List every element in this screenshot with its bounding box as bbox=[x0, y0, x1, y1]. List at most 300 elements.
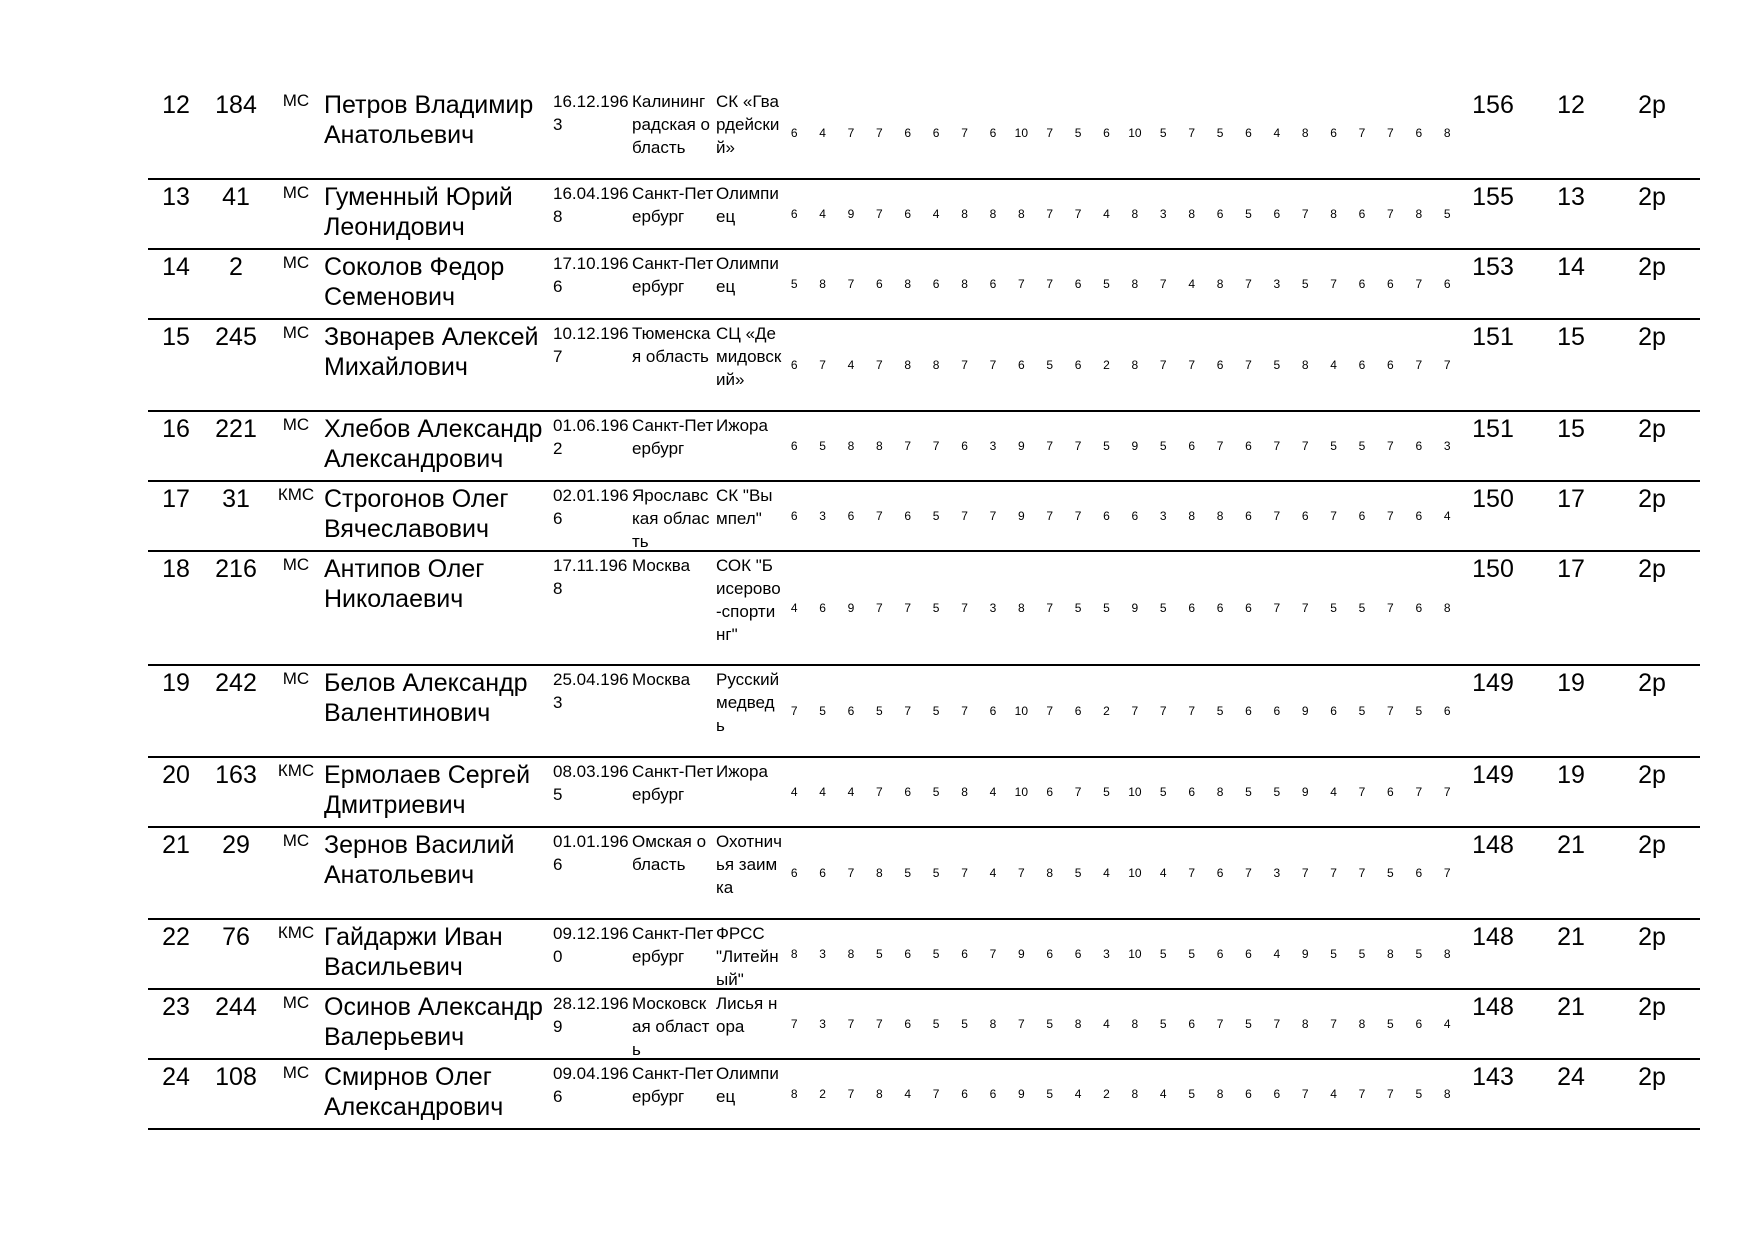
sport-rank-cell: МС bbox=[282, 183, 310, 202]
series-score: 6 bbox=[961, 947, 968, 961]
athlete-name-cell: Хлебов Александр Александрович bbox=[324, 415, 543, 473]
series-score: 5 bbox=[1273, 785, 1281, 799]
series-score: 7 bbox=[847, 126, 855, 140]
region-cell: Московская область bbox=[632, 994, 710, 1059]
bib-number-cell: 244 bbox=[215, 993, 257, 1021]
series-score: 8 bbox=[1131, 1017, 1139, 1031]
final-place-cell: 19 bbox=[1557, 669, 1585, 697]
series-score: 6 bbox=[1074, 704, 1082, 718]
table-row bbox=[148, 758, 1700, 828]
athlete-name-cell: Гуменный Юрий Леонидович bbox=[324, 183, 513, 241]
birth-date-cell: 28.12.1969 bbox=[553, 994, 629, 1036]
series-score: 6 bbox=[1273, 1087, 1281, 1101]
series-score: 5 bbox=[1245, 207, 1252, 221]
series-score: 10 bbox=[1014, 126, 1028, 140]
bib-number-cell: 163 bbox=[215, 761, 257, 789]
series-score: 3 bbox=[1273, 277, 1281, 291]
series-score: 7 bbox=[1188, 358, 1195, 372]
series-score: 7 bbox=[1159, 358, 1167, 372]
series-score: 7 bbox=[961, 358, 968, 372]
series-score: 8 bbox=[1301, 1017, 1309, 1031]
series-score: 7 bbox=[847, 866, 855, 880]
table-row bbox=[148, 920, 1700, 990]
series-score: 7 bbox=[1387, 126, 1394, 140]
series-score: 4 bbox=[819, 126, 826, 140]
series-score: 5 bbox=[1245, 785, 1252, 799]
series-score: 5 bbox=[1330, 439, 1337, 453]
series-score: 8 bbox=[904, 358, 912, 372]
club-cell: СОК "Бисерово-спортинг" bbox=[716, 556, 781, 644]
table-row bbox=[148, 320, 1700, 412]
total-score-cell: 148 bbox=[1472, 831, 1514, 859]
series-score: 5 bbox=[1443, 207, 1451, 221]
series-score: 7 bbox=[1443, 866, 1451, 880]
club-cell: Олимпиец bbox=[716, 254, 779, 296]
sport-rank-cell: МС bbox=[282, 91, 310, 110]
series-score: 4 bbox=[790, 601, 798, 615]
sport-rank-cell: МС bbox=[282, 831, 310, 850]
series-score: 5 bbox=[1159, 126, 1167, 140]
series-score: 6 bbox=[904, 509, 912, 523]
series-score: 8 bbox=[1216, 1087, 1224, 1101]
series-score: 5 bbox=[1245, 1017, 1252, 1031]
series-score: 6 bbox=[1188, 785, 1195, 799]
athlete-name-cell: Ермолаев Сергей Дмитриевич bbox=[324, 761, 531, 819]
series-score: 6 bbox=[1245, 1087, 1252, 1101]
series-score: 8 bbox=[1074, 1017, 1082, 1031]
series-score: 8 bbox=[961, 277, 968, 291]
series-score: 8 bbox=[1301, 358, 1309, 372]
athlete-name-cell: Строгонов Олег Вячеславович bbox=[324, 485, 509, 543]
athlete-name-cell: Зернов Василий Анатольевич bbox=[324, 831, 515, 889]
series-score: 6 bbox=[790, 439, 798, 453]
series-score: 7 bbox=[1387, 704, 1394, 718]
series-score: 6 bbox=[847, 509, 855, 523]
series-score: 7 bbox=[876, 509, 883, 523]
series-score: 4 bbox=[1330, 785, 1337, 799]
series-score: 8 bbox=[1443, 947, 1451, 961]
series-score: 8 bbox=[1131, 358, 1139, 372]
series-score: 6 bbox=[1443, 704, 1451, 718]
series-score: 3 bbox=[1443, 439, 1451, 453]
series-score: 7 bbox=[1443, 785, 1451, 799]
table-row bbox=[148, 250, 1700, 320]
series-score: 7 bbox=[1046, 509, 1054, 523]
place-number-cell: 16 bbox=[162, 415, 190, 443]
series-score: 8 bbox=[961, 207, 968, 221]
series-score: 8 bbox=[1415, 207, 1423, 221]
series-score: 7 bbox=[932, 1087, 940, 1101]
series-score: 9 bbox=[1301, 704, 1309, 718]
sport-rank-cell: МС bbox=[282, 253, 310, 272]
final-place-cell: 15 bbox=[1557, 323, 1585, 351]
series-score: 6 bbox=[1387, 358, 1394, 372]
series-score: 7 bbox=[876, 601, 883, 615]
series-score: 7 bbox=[1273, 509, 1281, 523]
series-score: 9 bbox=[1017, 947, 1025, 961]
place-number-cell: 19 bbox=[162, 669, 190, 697]
series-score: 6 bbox=[790, 866, 798, 880]
series-score: 3 bbox=[1103, 947, 1110, 961]
series-score: 6 bbox=[790, 358, 798, 372]
sport-rank-cell: МС bbox=[282, 555, 310, 574]
series-score: 7 bbox=[1273, 601, 1281, 615]
series-score: 6 bbox=[1358, 277, 1366, 291]
series-score: 4 bbox=[1443, 509, 1451, 523]
final-place-cell: 14 bbox=[1557, 253, 1585, 281]
birth-date-cell: 16.04.1968 bbox=[553, 184, 629, 226]
series-score: 6 bbox=[847, 704, 855, 718]
bib-number-cell: 108 bbox=[215, 1063, 257, 1091]
region-cell: Санкт-Петербург bbox=[632, 416, 714, 458]
series-score: 8 bbox=[847, 947, 855, 961]
series-score: 7 bbox=[961, 866, 968, 880]
place-number-cell: 24 bbox=[162, 1063, 190, 1091]
series-score: 8 bbox=[1301, 126, 1309, 140]
series-score: 8 bbox=[1358, 1017, 1366, 1031]
athlete-name-cell: Звонарев Алексей Михайлович bbox=[324, 323, 539, 381]
total-score-cell: 151 bbox=[1472, 415, 1514, 443]
series-score: 5 bbox=[1103, 439, 1110, 453]
series-score: 8 bbox=[1216, 509, 1224, 523]
series-score: 7 bbox=[1074, 207, 1082, 221]
series-score: 4 bbox=[1103, 207, 1110, 221]
series-score: 5 bbox=[819, 704, 826, 718]
club-cell: СК "Вымпел" bbox=[716, 486, 773, 528]
series-score: 5 bbox=[1358, 601, 1366, 615]
series-score: 7 bbox=[1358, 1087, 1366, 1101]
sport-rank-cell: КМС bbox=[277, 923, 315, 942]
series-score: 7 bbox=[790, 704, 798, 718]
total-score-cell: 150 bbox=[1472, 485, 1514, 513]
series-score: 4 bbox=[1330, 1087, 1337, 1101]
series-score: 6 bbox=[1188, 1017, 1195, 1031]
series-score: 7 bbox=[1216, 439, 1224, 453]
series-score: 7 bbox=[790, 1017, 798, 1031]
final-place-cell: 17 bbox=[1557, 555, 1585, 583]
series-score: 5 bbox=[1358, 947, 1366, 961]
series-score: 7 bbox=[1330, 866, 1337, 880]
series-score: 8 bbox=[1188, 207, 1195, 221]
series-score: 8 bbox=[1017, 207, 1025, 221]
final-place-cell: 13 bbox=[1557, 183, 1585, 211]
series-score: 3 bbox=[819, 509, 826, 523]
series-score: 3 bbox=[1273, 866, 1281, 880]
total-score-cell: 150 bbox=[1472, 555, 1514, 583]
series-score: 6 bbox=[1074, 277, 1082, 291]
series-score: 5 bbox=[932, 601, 940, 615]
series-score: 8 bbox=[1188, 509, 1195, 523]
series-score: 4 bbox=[904, 1087, 912, 1101]
series-score: 5 bbox=[1358, 439, 1366, 453]
bib-number-cell: 76 bbox=[222, 923, 250, 951]
club-cell: ФРСС "Литейный" bbox=[716, 924, 779, 989]
series-score: 7 bbox=[847, 1017, 855, 1031]
series-score: 7 bbox=[1387, 509, 1394, 523]
final-place-cell: 21 bbox=[1557, 831, 1585, 859]
series-score: 7 bbox=[1159, 704, 1167, 718]
series-score: 7 bbox=[1358, 126, 1366, 140]
series-score: 6 bbox=[1415, 509, 1423, 523]
series-score: 5 bbox=[1074, 601, 1082, 615]
series-score: 5 bbox=[1046, 1087, 1054, 1101]
series-score: 5 bbox=[1103, 277, 1110, 291]
series-score: 10 bbox=[1128, 126, 1142, 140]
series-score: 4 bbox=[847, 358, 855, 372]
category-cell: 2р bbox=[1638, 91, 1666, 119]
series-score: 9 bbox=[847, 601, 855, 615]
series-score: 7 bbox=[1387, 601, 1394, 615]
total-score-cell: 153 bbox=[1472, 253, 1514, 281]
series-score: 6 bbox=[1188, 439, 1195, 453]
series-score: 6 bbox=[1273, 704, 1281, 718]
series-score: 6 bbox=[1245, 126, 1252, 140]
table-row bbox=[148, 412, 1700, 482]
series-score: 8 bbox=[876, 866, 883, 880]
series-score: 7 bbox=[989, 509, 997, 523]
series-score: 7 bbox=[1301, 439, 1309, 453]
category-cell: 2р bbox=[1638, 993, 1666, 1021]
series-score: 8 bbox=[1443, 1087, 1451, 1101]
place-number-cell: 12 bbox=[162, 91, 190, 119]
series-score: 7 bbox=[876, 126, 883, 140]
series-score: 7 bbox=[876, 785, 883, 799]
series-score: 8 bbox=[790, 947, 798, 961]
series-score: 8 bbox=[819, 277, 826, 291]
final-place-cell: 17 bbox=[1557, 485, 1585, 513]
sport-rank-cell: МС bbox=[282, 993, 310, 1012]
series-score: 5 bbox=[1159, 785, 1167, 799]
final-place-cell: 21 bbox=[1557, 993, 1585, 1021]
birth-date-cell: 25.04.1963 bbox=[553, 670, 629, 712]
series-score: 3 bbox=[819, 947, 826, 961]
region-cell: Ярославская область bbox=[632, 486, 710, 551]
table-row bbox=[148, 482, 1700, 552]
series-score: 7 bbox=[1358, 785, 1366, 799]
final-place-cell: 21 bbox=[1557, 923, 1585, 951]
series-score: 5 bbox=[1159, 1017, 1167, 1031]
series-score: 7 bbox=[1415, 358, 1423, 372]
series-score: 6 bbox=[1443, 277, 1451, 291]
series-score: 7 bbox=[1046, 277, 1054, 291]
series-score: 8 bbox=[876, 439, 883, 453]
series-score: 3 bbox=[989, 439, 997, 453]
birth-date-cell: 09.12.1960 bbox=[553, 924, 629, 966]
series-score: 4 bbox=[932, 207, 940, 221]
series-score: 6 bbox=[904, 1017, 912, 1031]
series-score: 5 bbox=[1330, 601, 1337, 615]
bib-number-cell: 29 bbox=[222, 831, 250, 859]
series-score: 4 bbox=[1074, 1087, 1082, 1101]
series-score: 6 bbox=[1415, 1017, 1423, 1031]
birth-date-cell: 09.04.1966 bbox=[553, 1064, 629, 1106]
category-cell: 2р bbox=[1638, 555, 1666, 583]
series-score: 7 bbox=[1074, 509, 1082, 523]
table-row bbox=[148, 1060, 1700, 1130]
sport-rank-cell: КМС bbox=[277, 761, 315, 780]
series-score: 7 bbox=[1188, 126, 1195, 140]
series-score: 5 bbox=[1330, 947, 1337, 961]
birth-date-cell: 08.03.1965 bbox=[553, 762, 629, 804]
series-score: 5 bbox=[1387, 1017, 1394, 1031]
series-score: 7 bbox=[961, 704, 968, 718]
series-score: 6 bbox=[1046, 947, 1054, 961]
series-score: 7 bbox=[904, 704, 912, 718]
series-score: 9 bbox=[1017, 509, 1025, 523]
series-score: 7 bbox=[876, 207, 883, 221]
series-score: 6 bbox=[1074, 947, 1082, 961]
series-score: 5 bbox=[876, 704, 883, 718]
series-score: 8 bbox=[1330, 207, 1337, 221]
series-score: 7 bbox=[1046, 439, 1054, 453]
total-score-cell: 148 bbox=[1472, 993, 1514, 1021]
series-score: 7 bbox=[989, 358, 997, 372]
series-score: 5 bbox=[932, 866, 940, 880]
series-score: 7 bbox=[1245, 866, 1252, 880]
series-score: 5 bbox=[1415, 1087, 1423, 1101]
series-score: 6 bbox=[790, 207, 798, 221]
place-number-cell: 21 bbox=[162, 831, 190, 859]
series-score: 4 bbox=[1159, 866, 1167, 880]
series-score: 5 bbox=[1046, 358, 1054, 372]
final-place-cell: 24 bbox=[1557, 1063, 1585, 1091]
place-number-cell: 15 bbox=[162, 323, 190, 351]
category-cell: 2р bbox=[1638, 923, 1666, 951]
club-cell: СК «Гвардейский» bbox=[716, 92, 780, 157]
series-score: 8 bbox=[1443, 126, 1451, 140]
total-score-cell: 149 bbox=[1472, 761, 1514, 789]
series-score: 10 bbox=[1128, 785, 1142, 799]
series-score: 4 bbox=[1443, 1017, 1451, 1031]
series-score: 6 bbox=[1245, 704, 1252, 718]
series-score: 7 bbox=[961, 509, 968, 523]
total-score-cell: 156 bbox=[1472, 91, 1514, 119]
series-score: 6 bbox=[1330, 126, 1337, 140]
birth-date-cell: 02.01.1966 bbox=[553, 486, 629, 528]
bib-number-cell: 216 bbox=[215, 555, 257, 583]
region-cell: Санкт-Петербург bbox=[632, 1064, 714, 1106]
series-score: 6 bbox=[1046, 785, 1054, 799]
series-score: 7 bbox=[819, 358, 826, 372]
athlete-name-cell: Петров Владимир Анатольевич bbox=[324, 91, 534, 149]
birth-date-cell: 16.12.1963 bbox=[553, 92, 629, 134]
region-cell: Калининградская область bbox=[632, 92, 710, 157]
series-score: 9 bbox=[1301, 785, 1309, 799]
series-score: 5 bbox=[1358, 704, 1366, 718]
series-score: 5 bbox=[932, 1017, 940, 1031]
bib-number-cell: 184 bbox=[215, 91, 257, 119]
series-score: 7 bbox=[1188, 866, 1195, 880]
series-score: 5 bbox=[904, 866, 912, 880]
series-score: 7 bbox=[1330, 277, 1337, 291]
series-score: 7 bbox=[1188, 704, 1195, 718]
series-score: 5 bbox=[1074, 126, 1082, 140]
place-number-cell: 13 bbox=[162, 183, 190, 211]
sport-rank-cell: КМС bbox=[277, 485, 315, 504]
series-score: 7 bbox=[1074, 785, 1082, 799]
series-score: 7 bbox=[847, 277, 855, 291]
region-cell: Санкт-Петербург bbox=[632, 762, 714, 804]
category-cell: 2р bbox=[1638, 1063, 1666, 1091]
club-cell: Ижора bbox=[716, 416, 768, 435]
club-cell: Охотничья заимка bbox=[716, 832, 782, 897]
series-score: 7 bbox=[1330, 509, 1337, 523]
series-score: 8 bbox=[1216, 277, 1224, 291]
birth-date-cell: 17.11.1968 bbox=[553, 556, 628, 598]
series-score: 6 bbox=[1245, 439, 1252, 453]
table-row bbox=[148, 990, 1700, 1060]
place-number-cell: 18 bbox=[162, 555, 190, 583]
series-score: 5 bbox=[932, 947, 940, 961]
series-score: 6 bbox=[1415, 866, 1423, 880]
series-score: 5 bbox=[1387, 866, 1394, 880]
series-score: 6 bbox=[1017, 358, 1025, 372]
series-score: 6 bbox=[1273, 207, 1281, 221]
bib-number-cell: 2 bbox=[229, 253, 243, 281]
sport-rank-cell: МС bbox=[282, 415, 310, 434]
series-score: 6 bbox=[1415, 126, 1423, 140]
series-score: 6 bbox=[1188, 601, 1195, 615]
series-score: 2 bbox=[1103, 1087, 1110, 1101]
series-score: 5 bbox=[1074, 866, 1082, 880]
athlete-name-cell: Белов Александр Валентинович bbox=[324, 669, 528, 727]
series-score: 10 bbox=[1014, 704, 1028, 718]
sport-rank-cell: МС bbox=[282, 323, 310, 342]
series-score: 2 bbox=[819, 1087, 826, 1101]
series-score: 6 bbox=[1074, 358, 1082, 372]
series-score: 5 bbox=[932, 704, 940, 718]
series-score: 5 bbox=[1273, 358, 1281, 372]
series-score: 4 bbox=[819, 785, 826, 799]
series-score: 7 bbox=[1387, 207, 1394, 221]
series-score: 9 bbox=[1301, 947, 1309, 961]
series-score: 5 bbox=[1159, 439, 1167, 453]
club-cell: СЦ «Демидовский» bbox=[716, 324, 782, 389]
series-score: 3 bbox=[989, 601, 997, 615]
region-cell: Санкт-Петербург bbox=[632, 184, 714, 226]
series-score: 6 bbox=[989, 704, 997, 718]
series-score: 6 bbox=[1387, 277, 1394, 291]
series-score: 5 bbox=[876, 947, 883, 961]
club-cell: Олимпиец bbox=[716, 1064, 779, 1106]
series-score: 8 bbox=[1387, 947, 1394, 961]
series-score: 6 bbox=[1415, 439, 1423, 453]
bib-number-cell: 31 bbox=[222, 485, 250, 513]
series-score: 7 bbox=[1046, 704, 1054, 718]
series-score: 6 bbox=[1216, 947, 1224, 961]
series-score: 10 bbox=[1014, 785, 1028, 799]
birth-date-cell: 10.12.1967 bbox=[553, 324, 629, 366]
category-cell: 2р bbox=[1638, 831, 1666, 859]
series-score: 6 bbox=[1245, 509, 1252, 523]
bib-number-cell: 242 bbox=[215, 669, 257, 697]
series-score: 8 bbox=[1017, 601, 1025, 615]
series-score: 4 bbox=[989, 866, 997, 880]
series-score: 7 bbox=[932, 439, 940, 453]
series-score: 6 bbox=[1245, 947, 1252, 961]
series-score: 4 bbox=[1330, 358, 1337, 372]
series-score: 8 bbox=[1216, 785, 1224, 799]
series-score: 6 bbox=[1387, 785, 1394, 799]
place-number-cell: 23 bbox=[162, 993, 190, 1021]
series-score: 7 bbox=[876, 358, 883, 372]
series-score: 4 bbox=[1103, 1017, 1110, 1031]
series-score: 7 bbox=[1017, 866, 1025, 880]
series-score: 5 bbox=[1103, 601, 1110, 615]
series-score: 5 bbox=[1415, 704, 1423, 718]
series-score: 6 bbox=[819, 601, 826, 615]
region-cell: Омская область bbox=[632, 832, 707, 874]
